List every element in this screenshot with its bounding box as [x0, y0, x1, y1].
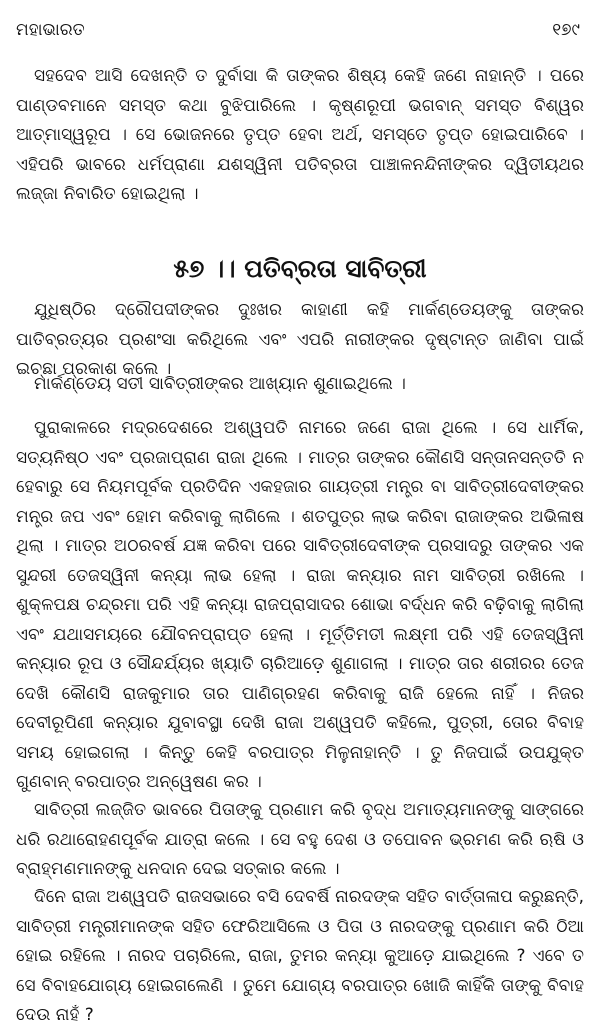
chapter-heading: ୫୭ ।। ପତିବ୍ରତା ସାବିତ୍ରୀ	[173, 254, 427, 283]
book-title: ମହାଭାରତ	[16, 20, 85, 40]
running-header	[16, 20, 584, 48]
page-number: ୧୭୯	[552, 20, 580, 40]
paragraph-text: ପୁରାକାଳରେ ମଦ୍ରଦେଶରେ ଅଶ୍ୱପତି ନାମରେ ଜଣେ ରାଜା ଥିଲେ । ସେ ଧାର୍ମିକ, ସତ୍ୟନିଷ୍ଠ ଏବଂ ପ୍ରଜାପ୍ରାଣ ରାଜା ଥିଲେ । ମାତ୍ର ତାଙ୍କର କୌଣସି ସନ୍ତାନସନ୍ତତି ନ ହେବାରୁ ସେ ନିୟମପୂର୍ବକ ପ୍ରତିଦିନ ଏକହଜାର ଗାୟତ୍ରୀ ମନ୍ତ୍ର ବା ସାବିତ୍ରୀଦେବୀଙ୍କର ମନ୍ତ୍ର ଜପ ଏବଂ ହୋମ କରିବାକୁ ଲାଗିଲେ । ଶତପୁତ୍ର ଲାଭ କରିବା ରାଜାଙ୍କର ଅଭିଳାଷ ଥିଲା । ମାତ୍ର ଅଠରବର୍ଷ ଯଜ୍ଞ କରିବା ପରେ ସାବିତ୍ରୀଦେବୀଙ୍କ ପ୍ରସାଦରୁ ତାଙ୍କର ଏକ ସୁନ୍ଦରୀ ତେଜସ୍ୱିନୀ କନ୍ୟା ଲାଭ ହେଲା । ରାଜା କନ୍ୟାର ନାମ ସାବିତ୍ରୀ ରଖିଲେ । ଶୁକ୍ଳପକ୍ଷ ଚନ୍ଦ୍ରମା ପରି ଏହି କନ୍ୟା ରାଜପ୍ରାସାଦର ଶୋଭା ବର୍ଦ୍ଧନ କରି ବଢ଼ିବାକୁ ଲାଗିଲା ଏବଂ ଯଥାସମୟରେ ଯୌବନପ୍ରାପ୍ତ ହେଲା । ମୂର୍ତ୍ତିମତୀ ଲକ୍ଷ୍ମୀ ପରି ଏହି ତେଜସ୍ୱିନୀ କନ୍ୟାର ରୂପ ଓ ସୌନ୍ଦର୍ଯ୍ୟର ଖ୍ୟାତି ଚାରିଆଡ଼େ ଶୁଣାଗଲା । ମାତ୍ର ତାର ଶରୀରର ତେଜ ଦେଖି କୌଣସି ରାଜକୁମାର ତାର ପାଣିଗ୍ରହଣ କରିବାକୁ ରାଜି ହେଲେ ନାହିଁ । ନିଜର ଦେବୀରୂପିଣୀ କନ୍ୟାର ଯୁବାବସ୍ଥା ଦେଖି ରାଜା ଅଶ୍ୱପତି କହିଲେ, ପୁତ୍ରୀ, ତୋର ବିବାହ ସମୟ ହୋଇଗଲା । କିନ୍ତୁ କେହି ବରପାତ୍ର ମିଳୁନାହାନ୍ତି । ତୁ ନିଜପାଇଁ ଉପଯୁକ୍ତ ଗୁଣବାନ୍ ବରପାତ୍ର ଅନ୍ୱେଷଣ କର ।	[16, 418, 584, 792]
paragraph-text: ସାବିତ୍ରୀ ଲଜ୍ଜିତ ଭାବରେ ପିତାଙ୍କୁ ପ୍ରଣାମ କରି ବୃଦ୍ଧ ଅମାତ୍ୟମାନଙ୍କୁ ସାଙ୍ଗରେ ଧରି ରଥାରୋହଣପୂର୍ବକ ଯାତ୍ରା କଲେ । ସେ ବହୁ ଦେଶ ଓ ତପୋବନ ଭ୍ରମଣ କରି ଋଷି ଓ ବ୍ରାହ୍ମଣମାନଙ୍କୁ ଧନଦାନ ଦେଇ ସତ୍କାର କଲେ ।	[16, 800, 584, 879]
paragraph-text: ମାର୍କଣ୍ଡେୟ ସତୀ ସାବିତ୍ରୀଙ୍କର ଆଖ୍ୟାନ ଶୁଣାଇଥିଲେ ।	[34, 374, 406, 394]
paragraph-savitri-journey	[16, 796, 584, 885]
paragraph-narada	[16, 883, 584, 1031]
paragraph-text: ସହଦେବ ଆସି ଦେଖନ୍ତି ତ ଦୁର୍ବାସା କି ତାଙ୍କର ଶିଷ୍ୟ କେହି ଜଣେ ନାହାନ୍ତି । ପରେ ପାଣ୍ଡବମାନେ ସମସ୍ତ କଥା ବୁଝିପାରିଲେ । କୃଷ୍ଣରୂପୀ ଭଗବାନ୍ ସମସ୍ତ ବିଶ୍ୱର ଆତ୍ମାସ୍ୱରୂପ । ସେ ଭୋଜନରେ ତୃପ୍ତ ହେବା ଅର୍ଥ, ସମସ୍ତେ ତୃପ୍ତ ହୋଇପାରିବେ । ଏହିପରି ଭାବରେ ଧର୍ମପ୍ରାଣା ଯଶସ୍ୱିନୀ ପତିବ୍ରତା ପାଞ୍ଚାଳନନ୍ଦିନୀଙ୍କର ଦ୍ୱିତୀୟଥର ଲଜ୍ଜା ନିବାରିତ ହୋଇଥିଲା ।	[16, 66, 584, 204]
paragraph-sahadeva	[16, 62, 584, 210]
paragraph-text: ଦିନେ ରାଜା ଅଶ୍ୱପତି ରାଜସଭାରେ ବସି ଦେବର୍ଷି ନାରଦଙ୍କ ସହିତ ବାର୍ତ୍ତାଳାପ କରୁଛନ୍ତି, ସାବିତ୍ରୀ ମନ୍ତ୍ରୀମାନଙ୍କ ସହିତ ଫେରିଆସିଲେ ଓ ପିତା ଓ ନାରଦଙ୍କୁ ପ୍ରଣାମ କରି ଠିଆ ହୋଇ ରହିଲେ । ନାରଦ ପଚାରିଲେ, ରାଜା, ତୁମର କନ୍ୟା କୁଆଡ଼େ ଯାଇଥିଲେ ? ଏବେ ତ ସେ ବିବାହଯୋଗ୍ୟ ହୋଇଗଲେଣି । ତୁମେ ଯୋଗ୍ୟ ବରପାତ୍ର ଖୋଜି କାହିଁକି ତାଙ୍କୁ ବିବାହ ଦେଉ ନାହଁ ?	[16, 887, 584, 1025]
paragraph-markandeya	[16, 370, 584, 400]
paragraph-text: ଯୁଧିଷ୍ଠିର ଦ୍ରୌପଦୀଙ୍କର ଦୁଃଖର କାହାଣୀ କହି ମାର୍କଣ୍ଡେୟଙ୍କୁ ତାଙ୍କର ପାତିବ୍ରତ୍ୟର ପ୍ରଶଂସା କରିଥିଲେ ଏବଂ ଏପରି ନାରୀଙ୍କର ଦୃଷ୍ଟାନ୍ତ ଜାଣିବା ପାଇଁ ଇଚ୍ଛା ପ୍ରକାଶ କଲେ ।	[16, 300, 584, 379]
paragraph-ashwapati	[16, 414, 584, 798]
